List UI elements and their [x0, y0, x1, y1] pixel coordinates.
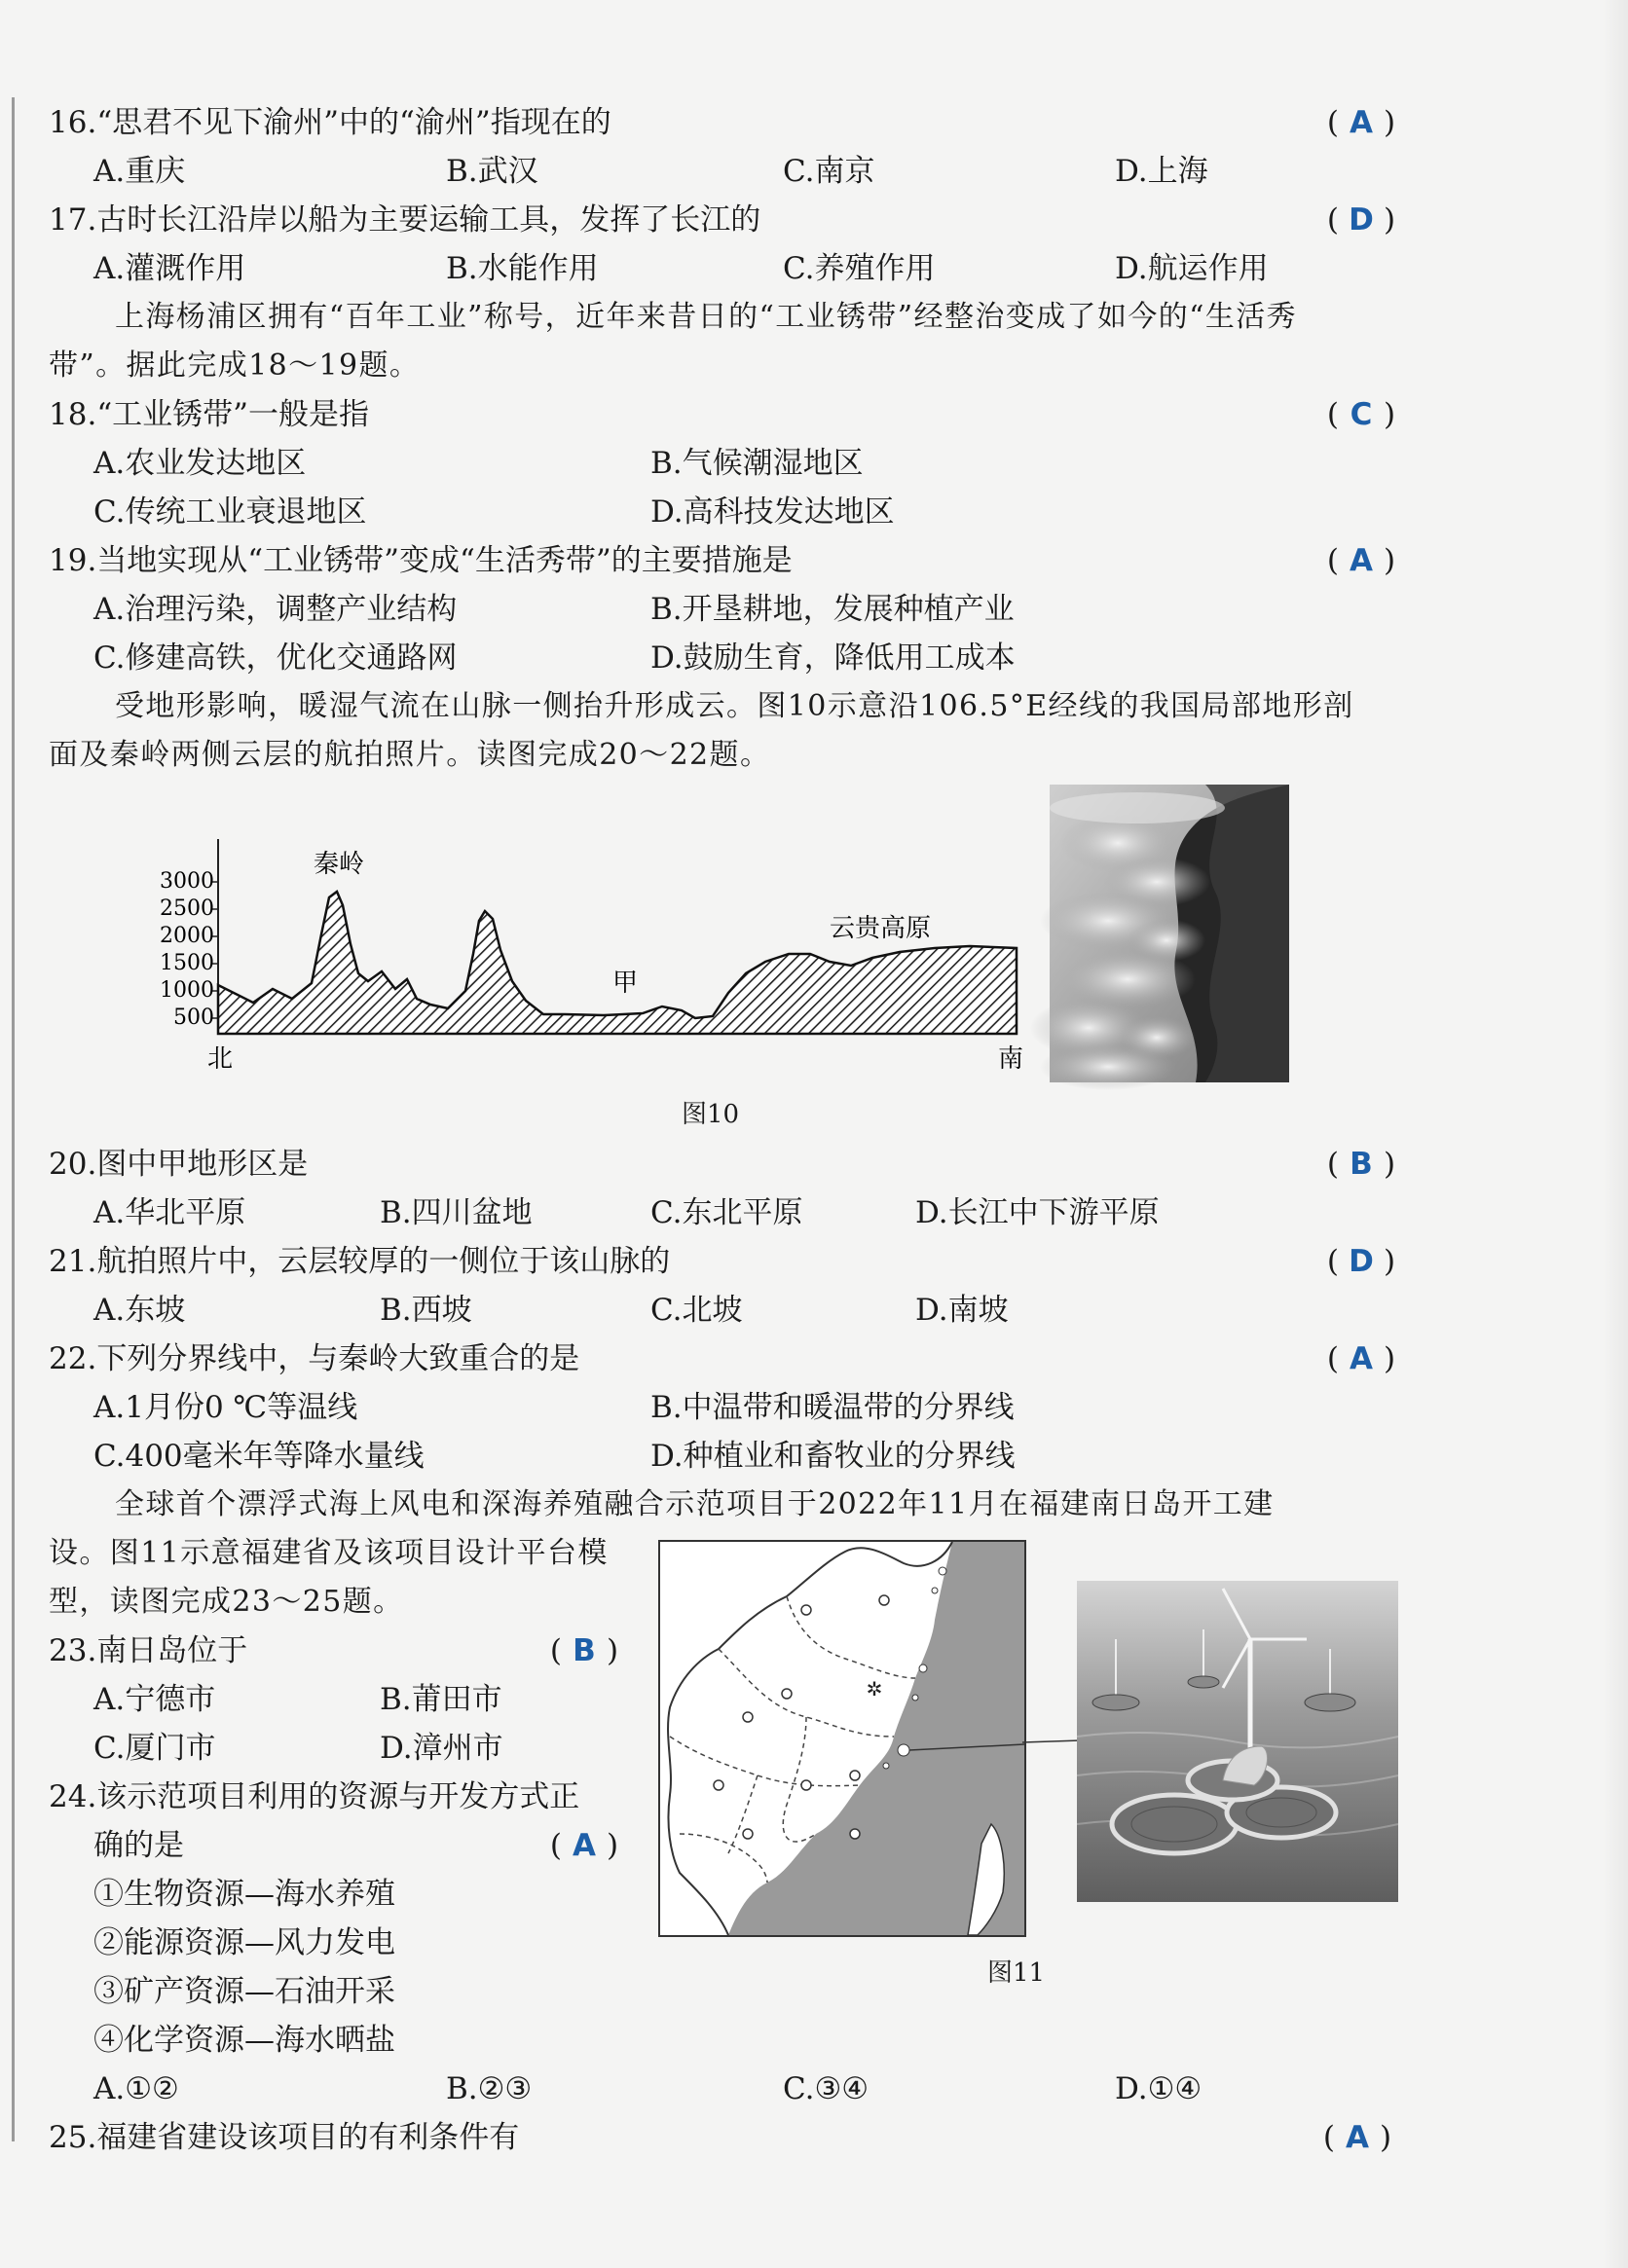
- option-c: C.南京: [783, 154, 875, 189]
- passage-3-line-1: 全球首个漂浮式海上风电和深海养殖融合示范项目于2022年11月在福建南日岛开工建: [115, 1487, 1275, 1521]
- binding-rule: [12, 97, 15, 2141]
- option-b: B.②③: [446, 2071, 533, 2106]
- answer-19: ( A ): [1326, 543, 1396, 578]
- question-number: 23.: [49, 1633, 97, 1668]
- y-tick-label: 3000: [160, 869, 214, 894]
- option-b: B.中温带和暖温带的分界线: [650, 1390, 1015, 1425]
- answer-letter: A: [1350, 105, 1373, 140]
- answer-24: ( A ): [549, 1828, 619, 1863]
- option-d: D.长江中下游平原: [915, 1195, 1160, 1230]
- option-d: D.鼓励生育，降低用工成本: [650, 640, 1016, 676]
- question-24: [49, 1777, 579, 1816]
- question-number: 20.: [49, 1147, 97, 1182]
- answer-23: ( B ): [549, 1633, 619, 1668]
- answer-letter: A: [573, 1828, 596, 1863]
- question-number: 24.: [49, 1779, 97, 1814]
- option-c: C.东北平原: [650, 1195, 803, 1230]
- label-jia: 甲: [611, 969, 639, 998]
- label-qinling: 秦岭: [313, 850, 365, 879]
- option-d: D.航运作用: [1115, 251, 1269, 286]
- option-a: A.灌溉作用: [93, 251, 246, 286]
- option-d: D.高科技发达地区: [650, 494, 895, 530]
- question-stem: 福建省建设该项目的有利条件有: [96, 2120, 520, 2155]
- option-a: A.重庆: [93, 154, 186, 189]
- answer-21: ( D ): [1326, 1244, 1396, 1279]
- page-edge-shadow: [1603, 0, 1628, 2268]
- terrain-profile-figure: [160, 818, 1032, 1080]
- passage-1-line-2: 带”。据此完成18～19题。: [49, 348, 421, 383]
- statement-item: ③矿产资源—石油开采: [93, 1974, 395, 2009]
- y-tick-label: 500: [173, 1006, 214, 1030]
- answer-letter: A: [1350, 1341, 1373, 1376]
- question-number: 17.: [49, 202, 97, 238]
- option-c: C.北坡: [650, 1293, 743, 1328]
- question-stem: 该示范项目利用的资源与开发方式正: [96, 1779, 580, 1814]
- option-a: A.东坡: [93, 1293, 186, 1328]
- option-b: B.西坡: [380, 1293, 472, 1328]
- fujian-map: [658, 1540, 1026, 1937]
- y-tick-label: 1500: [160, 951, 214, 975]
- question-number: 25.: [49, 2120, 97, 2155]
- wind-platform-model-photo: [1077, 1581, 1398, 1902]
- option-a: A.治理污染，调整产业结构: [93, 592, 458, 627]
- statement-item: ①生物资源—海水养殖: [93, 1877, 395, 1912]
- aerial-cloud-photo: [1050, 785, 1289, 1082]
- option-b: B.开垦耕地，发展种植产业: [650, 592, 1015, 627]
- question-stem: 当地实现从“工业锈带”变成“生活秀带”的主要措施是: [96, 543, 793, 578]
- question-number: 21.: [49, 1244, 97, 1279]
- answer-letter: C: [1350, 397, 1373, 432]
- question-stem: 下列分界线中，与秦岭大致重合的是: [96, 1341, 580, 1376]
- capital-star-icon: ✲: [866, 1677, 883, 1701]
- terrain-profile: [218, 892, 1017, 1034]
- label-north: 北: [206, 1044, 234, 1074]
- answer-22: ( A ): [1326, 1341, 1396, 1376]
- question-stem: “思君不见下渝州”中的“渝州”指现在的: [96, 105, 611, 140]
- question-stem: 南日岛位于: [96, 1633, 248, 1668]
- answer-25: ( A ): [1322, 2120, 1392, 2155]
- question-number: 22.: [49, 1341, 97, 1376]
- passage-3-line-3: 型，读图完成23～25题。: [49, 1585, 404, 1619]
- option-a: A.华北平原: [93, 1195, 246, 1230]
- label-yungui-plateau: 云贵高原: [829, 914, 932, 943]
- y-tick-label: 1000: [160, 978, 214, 1003]
- option-a: A.宁德市: [93, 1682, 216, 1717]
- question-23: [49, 1631, 247, 1670]
- option-c: C.传统工业衰退地区: [93, 494, 367, 530]
- option-d: D.上海: [1115, 154, 1208, 189]
- question-21: [49, 1242, 670, 1281]
- question-19: [49, 541, 793, 580]
- question-number: 18.: [49, 397, 97, 432]
- answer-letter: B: [1350, 1147, 1373, 1182]
- passage-3-line-2: 设。图11示意福建省及该项目设计平台模: [49, 1536, 609, 1570]
- answer-16: ( A ): [1326, 105, 1396, 140]
- figure-10-caption: 图10: [682, 1100, 740, 1129]
- option-c: C.400毫米年等降水量线: [93, 1439, 425, 1474]
- question-18: [49, 395, 369, 434]
- option-c: C.③④: [783, 2071, 870, 2106]
- question-24-stem-continued: 确的是: [93, 1828, 184, 1863]
- option-b: B.水能作用: [446, 251, 599, 286]
- option-c: C.养殖作用: [783, 251, 936, 286]
- option-d: D.南坡: [915, 1293, 1009, 1328]
- question-stem: 古时长江沿岸以船为主要运输工具，发挥了长江的: [96, 202, 761, 238]
- passage-2-line-1: 受地形影响，暖湿气流在山脉一侧抬升形成云。图10示意沿106.5°E经线的我国局部地形剖: [115, 689, 1354, 723]
- question-stem: 图中甲地形区是: [96, 1147, 309, 1182]
- question-number: 19.: [49, 543, 97, 578]
- question-25: [49, 2118, 519, 2157]
- option-a: A.1月份0 ℃等温线: [93, 1390, 358, 1425]
- answer-20: ( B ): [1326, 1147, 1396, 1182]
- option-b: B.四川盆地: [380, 1195, 533, 1230]
- option-a: A.①②: [93, 2071, 179, 2106]
- passage-2-line-2: 面及秦岭两侧云层的航拍照片。读图完成20～22题。: [49, 738, 771, 772]
- figure-11-caption: 图11: [987, 1958, 1046, 1988]
- statement-item: ④化学资源—海水晒盐: [93, 2023, 395, 2058]
- passage-1-line-1: 上海杨浦区拥有“百年工业”称号，近年来昔日的“工业锈带”经整治变成了如今的“生活秀: [115, 300, 1298, 334]
- option-b: B.武汉: [446, 154, 538, 189]
- option-c: C.厦门市: [93, 1731, 216, 1766]
- option-b: B.气候潮湿地区: [650, 446, 864, 481]
- answer-letter: B: [573, 1633, 596, 1668]
- question-17: [49, 201, 760, 239]
- label-south: 南: [997, 1044, 1024, 1074]
- option-b: B.莆田市: [380, 1682, 502, 1717]
- question-20: [49, 1145, 308, 1184]
- answer-letter: A: [1346, 2120, 1369, 2155]
- question-stem: “工业锈带”一般是指: [96, 397, 370, 432]
- statement-item: ②能源资源—风力发电: [93, 1925, 395, 1960]
- question-16: [49, 103, 611, 142]
- y-tick-label: 2000: [160, 924, 214, 948]
- question-number: 16.: [49, 105, 97, 140]
- leader-line-extension: [1022, 1737, 1081, 1748]
- answer-letter: D: [1349, 1244, 1374, 1279]
- question-stem: 航拍照片中，云层较厚的一侧位于该山脉的: [96, 1244, 671, 1279]
- y-tick-label: 2500: [160, 896, 214, 921]
- answer-letter: D: [1349, 202, 1374, 238]
- answer-17: ( D ): [1326, 202, 1396, 238]
- option-d: D.①④: [1115, 2071, 1202, 2106]
- question-22: [49, 1339, 579, 1378]
- option-d: D.漳州市: [380, 1731, 503, 1766]
- option-a: A.农业发达地区: [93, 446, 307, 481]
- option-d: D.种植业和畜牧业的分界线: [650, 1439, 1016, 1474]
- answer-letter: A: [1350, 543, 1373, 578]
- option-c: C.修建高铁，优化交通路网: [93, 640, 458, 676]
- answer-18: ( C ): [1326, 397, 1396, 432]
